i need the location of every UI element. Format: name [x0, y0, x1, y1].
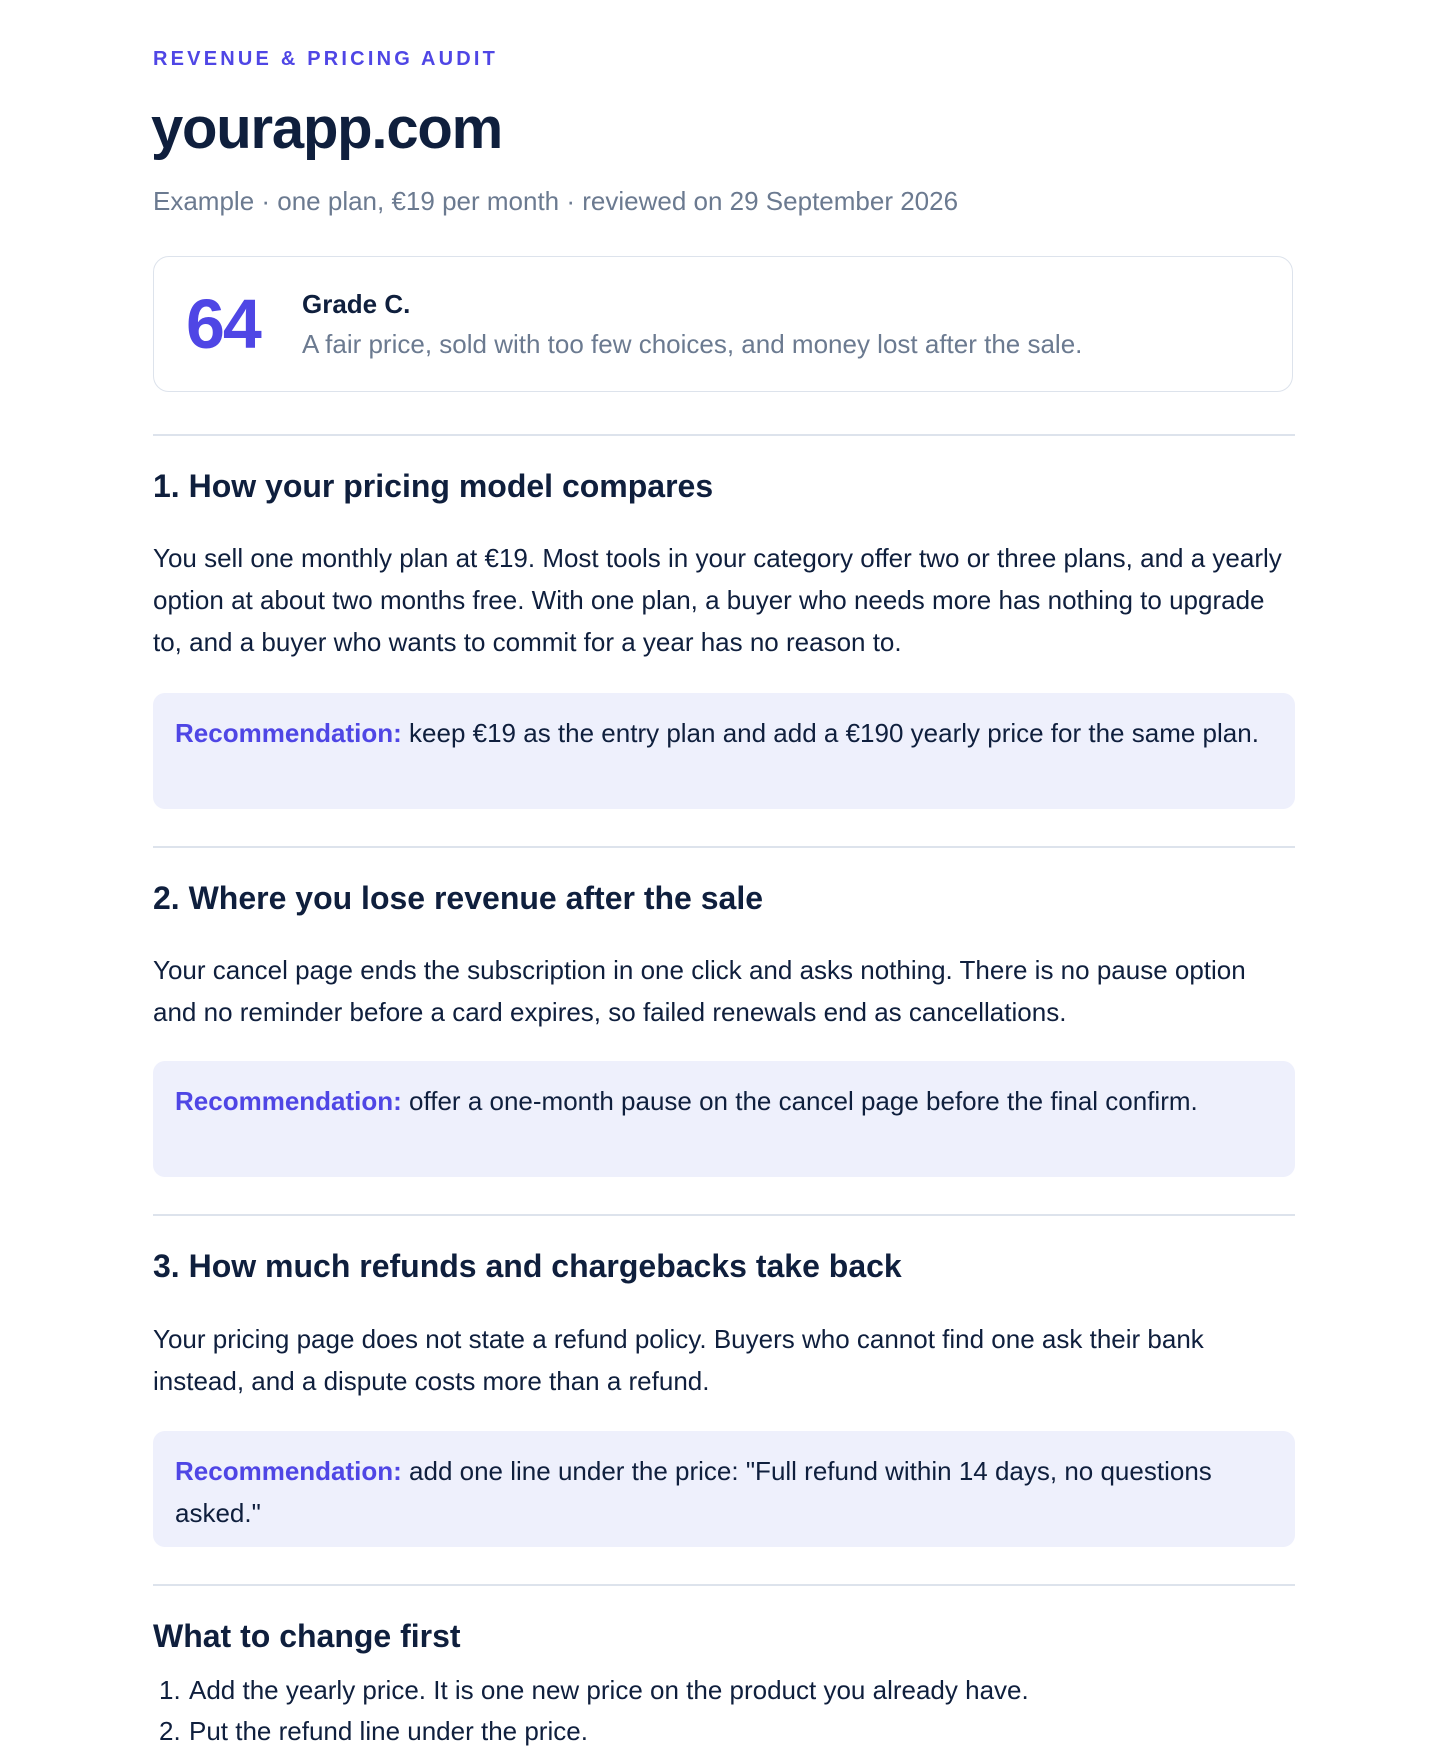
score-summary: A fair price, sold with too few choices, and money lost after the sale.: [302, 329, 1083, 359]
section-divider: [153, 846, 1295, 848]
section-body-pricing-model: You sell one monthly plan at €19. Most tools in your category offer two or three plans, and a yearly option at about two months free. With one plan, a buyer who needs more has nothing to upgrade to, and a buyer who wants to commit for a year has no reason to.: [153, 543, 1282, 657]
score-card: [153, 256, 1293, 392]
recommendation-text: offer a one-month pause on the cancel page before the final confirm.: [401, 1086, 1198, 1116]
recommendation-label: Recommendation:: [175, 1086, 402, 1116]
recommendation-box-lost-revenue: [153, 1061, 1295, 1177]
section-heading-change-first: What to change first: [153, 1618, 461, 1654]
section-heading-pricing-model: 1. How your pricing model compares: [153, 468, 714, 504]
recommendation-label: Recommendation:: [175, 1456, 402, 1486]
recommendation-text: keep €19 as the entry plan and add a €190 yearly price for the same plan.: [401, 718, 1259, 748]
section-divider: [153, 1584, 1295, 1586]
priority-list: [153, 1670, 1029, 1752]
priority-item: [153, 1711, 1029, 1752]
priority-item-number: 2.: [159, 1716, 181, 1746]
report-eyebrow: REVENUE & PRICING AUDIT: [153, 48, 499, 70]
section-heading-refunds: 3. How much refunds and chargebacks take back: [153, 1248, 902, 1284]
priority-item: [153, 1670, 1029, 1711]
section-divider: [153, 1214, 1295, 1216]
score-grade: Grade C.: [302, 289, 411, 319]
recommendation-box-refunds: [153, 1431, 1295, 1547]
section-body-lost-revenue: Your cancel page ends the subscription in one click and asks nothing. There is no pause option and no reminder before a card expires, so failed renewals end as cancellations.: [153, 955, 1246, 1027]
priority-item-text: Add the yearly price. It is one new price on the product you already have.: [189, 1675, 1029, 1705]
score-value: 64: [186, 285, 260, 363]
section-body-refunds: Your pricing page does not state a refund policy. Buyers who cannot find one ask their bank instead, and a dispute costs more than a refund.: [153, 1324, 1204, 1396]
report-subtitle: Example · one plan, €19 per month · reviewed on 29 September 2026: [153, 186, 959, 216]
section-heading-lost-revenue: 2. Where you lose revenue after the sale: [153, 880, 764, 916]
recommendation-text: add one line under the price: "Full refund within 14 days, no questions asked.": [175, 1456, 1212, 1528]
recommendation-box-pricing-model: [153, 693, 1295, 809]
section-divider: [153, 434, 1295, 436]
priority-item-number: 1.: [159, 1675, 181, 1705]
recommendation-label: Recommendation:: [175, 718, 402, 748]
priority-item-text: Put the refund line under the price.: [189, 1716, 588, 1746]
site-title: yourapp.com: [151, 96, 502, 161]
